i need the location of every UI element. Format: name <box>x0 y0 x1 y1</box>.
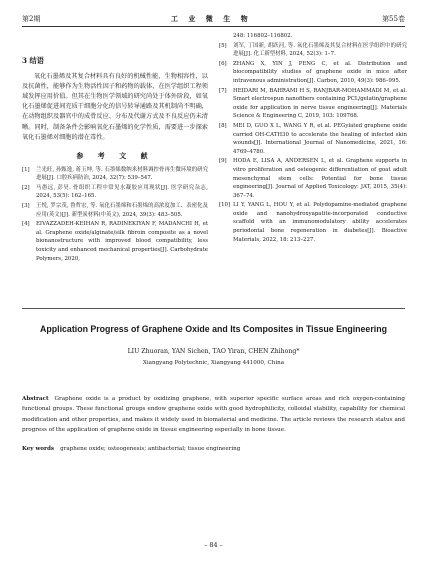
reference-number: [6] <box>219 60 227 67</box>
reference-item <box>219 32 407 41</box>
reference-item <box>22 202 208 219</box>
reference-item <box>22 184 208 201</box>
reference-item <box>219 42 407 59</box>
reference-item <box>219 87 407 121</box>
english-abstract <box>22 394 405 436</box>
reference-text: MEI D, GUO X L, WANG Y R, et al. PEGylated graphene oxide carried OH-CATH30 to accelerate the healing of infected skin wounds[J]. International Journal of Nanomedicine, 2021, 16: 4769–4780. <box>233 122 407 155</box>
english-authors: LIU Zhuoran, YAN Sichen, TAO Yiran, CHEN Zhihong* <box>127 348 300 355</box>
keywords-text: graphene oxide; osteogenesis; antibacterial; tissue engineering <box>60 446 241 452</box>
reference-item <box>219 201 407 244</box>
volume-number: 第55卷 <box>382 15 405 23</box>
reference-number: [3] <box>22 202 30 209</box>
reference-item <box>22 166 208 183</box>
reference-number <box>219 32 233 41</box>
reference-text: 刘军, 丁国新, 胡跃河, 等. 氧化石墨烯及其复合材料在医学组织中的研究进展[J]. 化工新型材料, 2024, 52(3): 1–7. <box>233 42 407 58</box>
reference-list-left <box>22 166 208 264</box>
english-keywords <box>22 446 405 452</box>
reference-number: [1] <box>22 166 30 173</box>
page-number: – 84 – <box>204 541 223 549</box>
english-title: Application Progress of Graphene Oxide and Its Composites in Tissue Engineering <box>40 324 387 334</box>
reference-item <box>219 157 407 200</box>
reference-number: [5] <box>219 42 227 49</box>
reference-number: [8] <box>219 122 227 129</box>
reference-number: [9] <box>219 158 227 165</box>
reference-text: 248: 116802–116802. <box>233 33 293 39</box>
reference-text: ZHANG X, YIN J, PENG C, et al. Distribution and biocompatibility studies of graphene oxide in mice after intravenous administration[J]. Carbon, 2010, 49(3): 986–995. <box>233 60 407 84</box>
reference-number: [4] <box>22 221 30 228</box>
section-divider <box>22 308 405 309</box>
conclusion-heading: 3 结语 <box>22 56 44 65</box>
conclusion-paragraph: 氧化石墨烯及其复合材料具有良好的机械性能、生物相容性，以及抗菌性，能够作为生物活性因子和药物的载体，在医学组织工程领域发挥应用价值。但其在生物医学领域的研究尚处于体外阶段，如氧化石墨烯促进间充质干细胞分化的信号转导通路及其机制尚不明确，在动物组织及器官中的成骨反应、分布及代谢方式及不良反应仍未清晰。同时，制备条件会影响氧化石墨烯的化学性质，需要进一步探索氧化石墨烯对细胞的潜在毒性。 <box>22 72 208 141</box>
abstract-text: Graphene oxide is a product by oxidizing graphene, with superior specific surface areas and rich oxygen-containing functional groups. These functional groups endow graphene oxide with good hydrophilicity, colloidal stability, capability for chemical modification and other properties, and makes it widely used in biomaterial and medicine. The article reviews the research status and progress of the application of graphene oxide in tissue engineering especially in bone tissue. <box>22 396 405 434</box>
reference-number: [2] <box>22 184 30 191</box>
running-header <box>22 10 405 27</box>
issue-number: 第2期 <box>22 15 41 23</box>
reference-text: 王悦, 罗宗茂, 鲁哲宏, 等. 氧化石墨烯和石墨烯的高浓度加工、表密化及应用(英文)[J]. 新型炭材料(中英文), 2024, 39(3): 483–505. <box>36 202 208 218</box>
reference-number: [7] <box>219 87 227 94</box>
english-affiliation: Xiangyang Polytechnic, Xiangyang 441000, China <box>142 360 285 366</box>
left-column <box>22 32 208 264</box>
reference-text: HODA E, LISA A, ANDERSEN L, et al. Graphene supports in vitro proliferation and osteogenic differentiation of goat adult mesenchymal stem cells: Potential for bone tissue engineering[J]. Journal of Applied Toxicology: JAT, 2015, 35(4): 367–74. <box>233 158 407 199</box>
reference-item <box>219 122 407 156</box>
reference-text: EIVAZZADEH-KEIHAN R, RADINEKIYAN F, MADANCHI H, et al. Graphene oxide/alginate/silk fibroin composite as a novel bionanostructure with improved blood compatibility, less toxicity and enhanced mechanical properties[J]. Carbohydrate Polymers, 2020, <box>36 221 208 262</box>
right-column <box>219 32 407 245</box>
reference-text: 兰光旺, 孙甄逸, 蒋玉坤, 等. 石墨烯数纳米材料调控骨再生微环境的研究进展[J]. 口腔疾病防治, 2024, 32(7): 539–547. <box>36 166 208 182</box>
reference-text: 马愚远, 彭昊. 骨组织工程中常见水凝胶应用现状[J]. 医学研究杂志, 2024, 53(5): 162–165. <box>36 184 208 200</box>
journal-name: 工 业 微 生 物 <box>170 14 252 23</box>
reference-text: LI Y, YANG L, HOU Y, et al. Polydopamine-mediated graphene oxide and nanohydroxyapatite-incorporated conductive scaffold with an immunomodulatory ability accelerates periodontal bone regeneration in diabetes[J]. Bioactive Materials, 2022, 18: 213–227. <box>233 202 407 243</box>
references-heading: 参 考 文 献 <box>76 151 154 161</box>
reference-number: [10] <box>219 202 231 209</box>
abstract-label: Abstract <box>22 396 49 402</box>
reference-text: HEIDARI M, BAHRAMI H S, RANJBAR-MOHAMMADI M, et al. Smart electrospun nanofibers containing PCL/gelatin/graphene oxide for application in nerve tissue engineering[J]. Materials Science & Engineering C, 2019, 103: 109768. <box>233 87 407 120</box>
reference-item <box>22 220 208 263</box>
keywords-label: Key words <box>22 446 55 452</box>
reference-item <box>219 60 407 86</box>
